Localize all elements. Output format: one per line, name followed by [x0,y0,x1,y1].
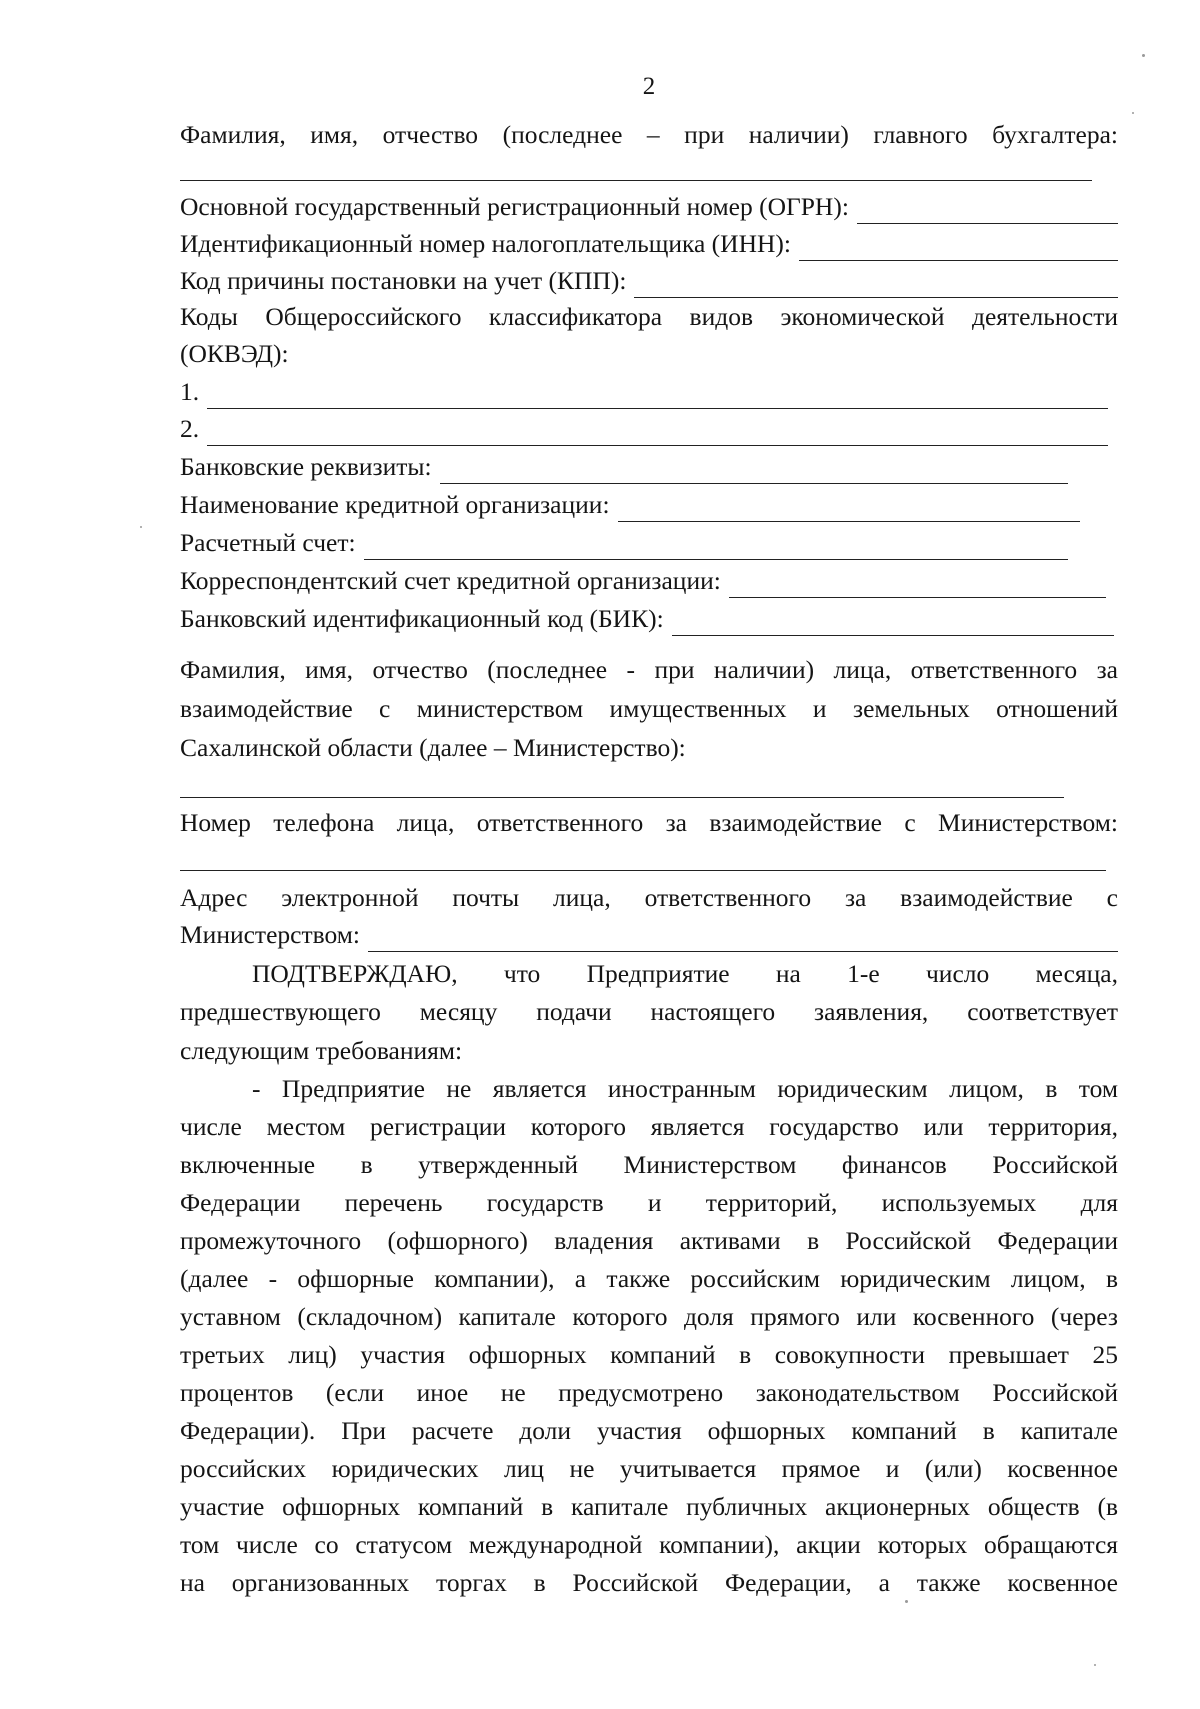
okved-item-1-field[interactable] [207,382,1108,409]
page-number: 2 [642,73,656,100]
requirement-line: третьих лиц) участия офшорных компаний в совокупности превышает 25 [180,1340,1118,1369]
account-label: Расчетный счет: [180,528,356,557]
okved-item-2-label: 2. [180,414,200,443]
contact-label-line2: взаимодействие с министерством имущественных и земельных отношений [180,694,1118,723]
requirement-line: Федерации). При расчете доли участия офшорных компаний в капитале [180,1416,1118,1445]
scan-speck [140,526,142,528]
contact-label-line1: Фамилия, имя, отчество (последнее - при наличии) лица, ответственного за [180,655,1118,684]
requirement-line: (далее - офшорные компании), а также российским юридическим лицом, в [180,1264,1118,1293]
requirement-line: включенные в утвержденный Министерством финансов Российской [180,1150,1118,1179]
inn-row [180,227,1118,261]
requirement-line: участие офшорных компаний в капитале публичных акционерных обществ (в [180,1492,1118,1521]
corr-account-field[interactable] [729,571,1106,598]
requirement-line: уставном (складочном) капитале которого доля прямого или косвенного (через [180,1302,1118,1331]
requirement-line: - Предприятие не является иностранным юридическим лицом, в том [252,1074,1118,1103]
kpp-row [180,264,1118,298]
chief-accountant-label: Фамилия, имя, отчество (последнее – при наличии) главного бухгалтера: [180,120,1118,149]
requirement-line: Федерации перечень государств и территорий, используемых для [180,1188,1118,1217]
kpp-field[interactable] [634,271,1118,298]
credit-org-field[interactable] [618,495,1080,522]
email-label-line2: Министерством: [180,920,360,949]
scan-speck [1132,112,1134,114]
requirement-line: промежуточного (офшорного) владения активами в Российской Федерации [180,1226,1118,1255]
okved-row-2 [180,412,1108,446]
bik-field[interactable] [672,609,1114,636]
confirm-line-3: следующим требованиям: [180,1036,463,1065]
requirement-line: процентов (если иное не предусмотрено законодательством Российской [180,1378,1118,1407]
account-row [180,526,1068,560]
account-field[interactable] [364,533,1068,560]
ogrn-row [180,190,1118,224]
email-row [180,918,1118,952]
document-page [180,0,1118,1709]
bank-details-row [180,450,1068,484]
confirm-line-1: ПОДТВЕРЖДАЮ, что Предприятие на 1-е число месяца, [252,959,1118,988]
bik-label: Банковский идентификационный код (БИК): [180,604,664,633]
scan-speck [1094,1664,1096,1666]
corr-account-row [180,564,1106,598]
okved-row-1 [180,375,1108,409]
confirm-line-2: предшествующего месяцу подачи настоящего заявления, соответствует [180,997,1118,1026]
credit-org-row [180,488,1080,522]
bik-row [180,602,1114,636]
inn-field[interactable] [799,234,1118,261]
credit-org-label: Наименование кредитной организации: [180,490,610,519]
inn-label: Идентификационный номер налогоплательщика (ИНН): [180,229,791,258]
requirement-line: на организованных торгах в Российской Федерации, а также косвенное [180,1568,1118,1597]
chief-accountant-field[interactable] [180,180,1092,181]
phone-field[interactable] [180,870,1106,871]
bank-details-field[interactable] [440,457,1068,484]
requirement-line: том числе со статусом международной компании), акции которых обращаются [180,1530,1118,1559]
email-label-line1: Адрес электронной почты лица, ответственного за взаимодействие с [180,883,1118,912]
okved-label-line1: Коды Общероссийского классификатора видов экономической деятельности [180,302,1118,331]
okved-label-line2: (ОКВЭД): [180,339,289,368]
corr-account-label: Корреспондентский счет кредитной организации: [180,566,721,595]
email-field[interactable] [368,925,1118,952]
requirement-line: числе местом регистрации которого является государство или территория, [180,1112,1118,1141]
bank-details-label: Банковские реквизиты: [180,452,432,481]
contact-label-line3: Сахалинской области (далее – Министерство): [180,733,686,762]
scan-speck [905,1600,908,1603]
okved-item-1-label: 1. [180,377,200,406]
contact-field[interactable] [180,797,1064,798]
requirement-line: российских юридических лиц не учитывается прямое и (или) косвенное [180,1454,1118,1483]
kpp-label: Код причины постановки на учет (КПП): [180,266,627,295]
phone-label: Номер телефона лица, ответственного за взаимодействие с Министерством: [180,808,1118,837]
okved-item-2-field[interactable] [207,419,1108,446]
ogrn-field[interactable] [857,197,1118,224]
ogrn-label: Основной государственный регистрационный номер (ОГРН): [180,192,849,221]
scan-speck [1142,54,1145,57]
